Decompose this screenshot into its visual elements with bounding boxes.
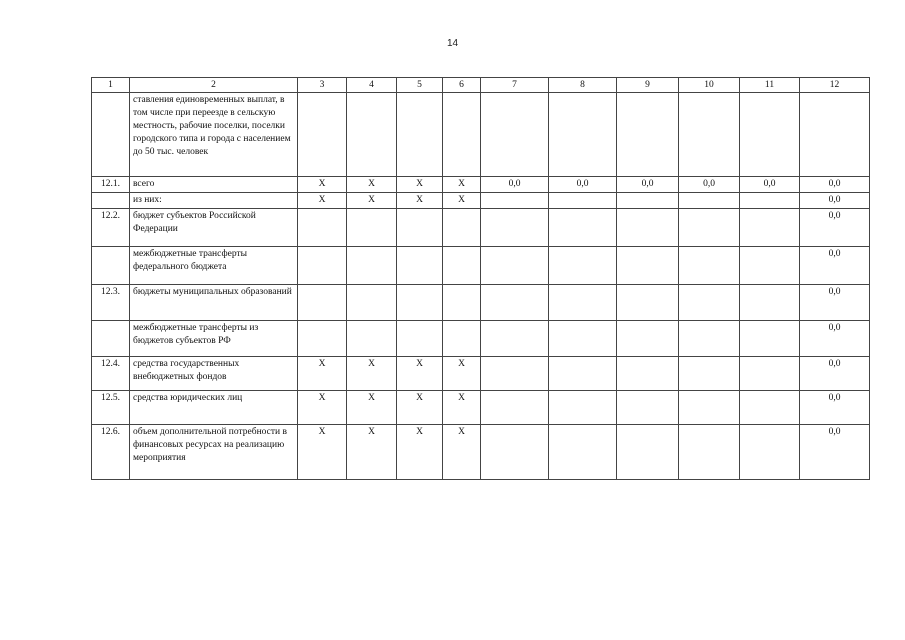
cell-col-9 [617, 209, 679, 247]
cell-col-10 [679, 193, 740, 209]
cell-col-12 [800, 93, 870, 177]
cell-col-9 [617, 93, 679, 177]
row-number: 12.1. [92, 177, 130, 193]
table-row [92, 357, 870, 391]
cell-col-3: X [298, 357, 347, 391]
cell-col-4: X [347, 425, 397, 480]
cell-col-12: 0,0 [800, 177, 870, 193]
cell-col-3 [298, 209, 347, 247]
cell-col-11 [740, 425, 800, 480]
cell-col-7 [481, 391, 549, 425]
column-header-7: 7 [481, 78, 549, 93]
cell-col-10 [679, 209, 740, 247]
table-row [92, 193, 870, 209]
cell-col-9 [617, 285, 679, 321]
cell-col-11 [740, 357, 800, 391]
cell-col-8 [549, 321, 617, 357]
cell-col-3: X [298, 177, 347, 193]
cell-col-12: 0,0 [800, 357, 870, 391]
cell-col-7 [481, 247, 549, 285]
row-description: из них: [130, 193, 298, 209]
cell-col-6 [443, 209, 481, 247]
row-description: всего [130, 177, 298, 193]
cell-col-10 [679, 357, 740, 391]
cell-col-6 [443, 93, 481, 177]
table-row [92, 425, 870, 480]
row-number: 12.5. [92, 391, 130, 425]
cell-col-6: X [443, 357, 481, 391]
cell-col-4: X [347, 193, 397, 209]
cell-col-4 [347, 247, 397, 285]
cell-col-10: 0,0 [679, 177, 740, 193]
cell-col-6 [443, 321, 481, 357]
cell-col-12: 0,0 [800, 321, 870, 357]
row-description: объем дополнительной потребности в финансовых ресурсах на реализацию мероприятия [130, 425, 298, 480]
column-header-8: 8 [549, 78, 617, 93]
cell-col-12: 0,0 [800, 209, 870, 247]
cell-col-5 [397, 247, 443, 285]
cell-col-3 [298, 93, 347, 177]
cell-col-7 [481, 193, 549, 209]
cell-col-4: X [347, 177, 397, 193]
cell-col-4 [347, 209, 397, 247]
cell-col-5 [397, 209, 443, 247]
cell-col-4 [347, 285, 397, 321]
budget-table [91, 77, 870, 480]
cell-col-11 [740, 247, 800, 285]
cell-col-4: X [347, 357, 397, 391]
cell-col-10 [679, 247, 740, 285]
cell-col-9 [617, 425, 679, 480]
column-header-11: 11 [740, 78, 800, 93]
cell-col-3: X [298, 391, 347, 425]
cell-col-10 [679, 93, 740, 177]
cell-col-10 [679, 285, 740, 321]
table-row [92, 247, 870, 285]
cell-col-6 [443, 285, 481, 321]
row-number [92, 247, 130, 285]
cell-col-7: 0,0 [481, 177, 549, 193]
cell-col-3: X [298, 193, 347, 209]
cell-col-6: X [443, 425, 481, 480]
cell-col-6: X [443, 193, 481, 209]
cell-col-7 [481, 93, 549, 177]
cell-col-6 [443, 247, 481, 285]
cell-col-5 [397, 321, 443, 357]
cell-col-8 [549, 247, 617, 285]
row-number: 12.3. [92, 285, 130, 321]
cell-col-11 [740, 193, 800, 209]
cell-col-9: 0,0 [617, 177, 679, 193]
cell-col-8 [549, 209, 617, 247]
cell-col-8 [549, 285, 617, 321]
column-header-4: 4 [347, 78, 397, 93]
row-description: межбюджетные трансферты из бюджетов субъектов РФ [130, 321, 298, 357]
row-description: ставления единовременных выплат, в том числе при переезде в сельскую местность, рабочие поселки, поселки городского типа и города с населением до 50 тыс. человек [130, 93, 298, 177]
cell-col-5: X [397, 357, 443, 391]
row-number [92, 93, 130, 177]
cell-col-8: 0,0 [549, 177, 617, 193]
cell-col-8 [549, 93, 617, 177]
cell-col-7 [481, 357, 549, 391]
header-row [92, 78, 870, 93]
cell-col-9 [617, 193, 679, 209]
row-description: бюджет субъектов Российской Федерации [130, 209, 298, 247]
cell-col-12: 0,0 [800, 285, 870, 321]
cell-col-7 [481, 209, 549, 247]
row-number: 12.2. [92, 209, 130, 247]
cell-col-12: 0,0 [800, 247, 870, 285]
cell-col-11 [740, 391, 800, 425]
cell-col-3: X [298, 425, 347, 480]
cell-col-5: X [397, 177, 443, 193]
row-number: 12.6. [92, 425, 130, 480]
row-description: бюджеты муниципальных образований [130, 285, 298, 321]
cell-col-12: 0,0 [800, 193, 870, 209]
cell-col-6: X [443, 391, 481, 425]
table-row [92, 285, 870, 321]
cell-col-5: X [397, 425, 443, 480]
cell-col-6: X [443, 177, 481, 193]
cell-col-7 [481, 425, 549, 480]
cell-col-8 [549, 391, 617, 425]
row-number [92, 321, 130, 357]
cell-col-11 [740, 285, 800, 321]
row-description: средства государственных внебюджетных фондов [130, 357, 298, 391]
cell-col-10 [679, 425, 740, 480]
column-header-10: 10 [679, 78, 740, 93]
table-row [92, 321, 870, 357]
column-header-5: 5 [397, 78, 443, 93]
cell-col-3 [298, 247, 347, 285]
cell-col-7 [481, 321, 549, 357]
cell-col-4 [347, 93, 397, 177]
page-number: 14 [446, 38, 459, 49]
cell-col-3 [298, 285, 347, 321]
column-header-12: 12 [800, 78, 870, 93]
cell-col-5: X [397, 391, 443, 425]
cell-col-11: 0,0 [740, 177, 800, 193]
row-number: 12.4. [92, 357, 130, 391]
cell-col-8 [549, 193, 617, 209]
table-row [92, 391, 870, 425]
cell-col-9 [617, 321, 679, 357]
row-description: межбюджетные трансферты федерального бюджета [130, 247, 298, 285]
cell-col-10 [679, 321, 740, 357]
cell-col-4: X [347, 391, 397, 425]
cell-col-12: 0,0 [800, 391, 870, 425]
column-header-3: 3 [298, 78, 347, 93]
cell-col-10 [679, 391, 740, 425]
cell-col-3 [298, 321, 347, 357]
cell-col-9 [617, 357, 679, 391]
cell-col-5: X [397, 193, 443, 209]
cell-col-4 [347, 321, 397, 357]
cell-col-11 [740, 321, 800, 357]
row-number [92, 193, 130, 209]
cell-col-9 [617, 247, 679, 285]
cell-col-9 [617, 391, 679, 425]
cell-col-8 [549, 425, 617, 480]
column-header-6: 6 [443, 78, 481, 93]
cell-col-11 [740, 93, 800, 177]
cell-col-11 [740, 209, 800, 247]
table-row [92, 93, 870, 177]
table-body [92, 78, 870, 480]
table-row [92, 209, 870, 247]
column-header-1: 1 [92, 78, 130, 93]
row-description: средства юридических лиц [130, 391, 298, 425]
cell-col-8 [549, 357, 617, 391]
cell-col-5 [397, 285, 443, 321]
column-header-2: 2 [130, 78, 298, 93]
column-header-9: 9 [617, 78, 679, 93]
cell-col-12: 0,0 [800, 425, 870, 480]
cell-col-5 [397, 93, 443, 177]
table-row [92, 177, 870, 193]
cell-col-7 [481, 285, 549, 321]
